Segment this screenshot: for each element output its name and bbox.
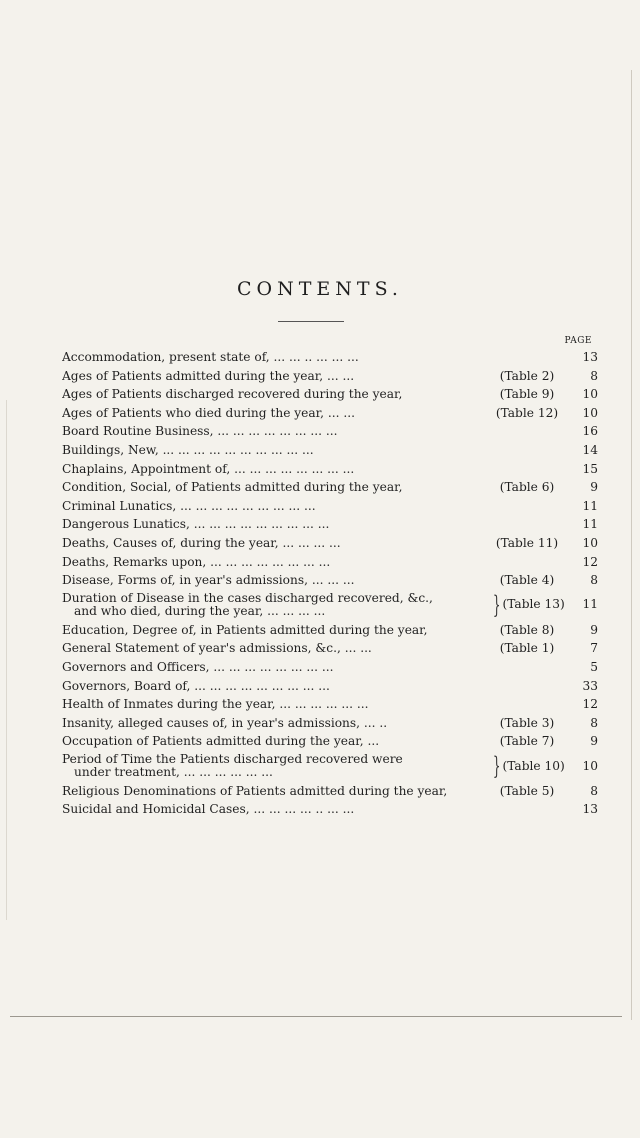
entry-page-number: 11 — [582, 597, 598, 612]
entry-page-number: 12 — [582, 554, 598, 569]
contents-entry — [62, 732, 598, 751]
entry-table-ref: (Table 7) — [499, 734, 555, 749]
entry-table-ref: (Table 3) — [499, 715, 555, 730]
entry-label — [62, 592, 486, 619]
contents-entry — [62, 782, 598, 801]
entry-page-number: 10 — [582, 405, 598, 420]
entry-label: Education, Degree of, in Patients admitted during the year, — [62, 622, 428, 637]
entry-table-ref: (Table 8) — [499, 622, 555, 637]
entry-label: Condition, Social, of Patients admitted during the year, — [62, 480, 403, 495]
contents-entry — [62, 460, 598, 479]
entry-page-number: 10 — [582, 758, 598, 773]
contents-entry — [62, 677, 598, 696]
entry-label: Buildings, New, ... ... ... ... ... ... ... ... ... ... — [62, 442, 314, 457]
entry-page-number: 13 — [582, 350, 598, 364]
entry-label: Religious Denominations of Patients admitted during the year, — [62, 783, 448, 798]
brace-mark: } — [493, 591, 501, 620]
entry-page-number: 13 — [582, 802, 598, 817]
contents-entry — [62, 714, 598, 733]
entry-page-number: 10 — [582, 535, 598, 550]
entry-label: Deaths, Causes of, during the year, ... ... ... ... — [62, 535, 341, 550]
entry-table-text: (Table 10) — [502, 758, 565, 773]
page-column-label: PAGE — [564, 336, 592, 346]
contents-entry — [62, 695, 598, 714]
entry-page-number: 15 — [582, 461, 598, 476]
contents-list — [62, 348, 598, 819]
contents-entry — [62, 497, 598, 516]
entry-table-ref — [486, 752, 568, 781]
entry-table-ref: (Table 4) — [499, 573, 555, 588]
entry-table-ref: (Table 5) — [499, 783, 555, 798]
bottom-rule — [10, 1016, 622, 1017]
contents-entry — [62, 553, 598, 572]
entry-page-number: 8 — [590, 573, 598, 588]
contents-entry — [62, 367, 598, 386]
contents-entry — [62, 571, 598, 590]
contents-entry — [62, 534, 598, 553]
entry-page-number: 8 — [590, 783, 598, 798]
contents-entry — [62, 422, 598, 441]
contents-entry — [62, 590, 598, 621]
entry-label: Suicidal and Homicidal Cases, ... ... ... ... .. ... ... — [62, 802, 355, 817]
contents-entry — [62, 658, 598, 677]
entry-page-number: 8 — [590, 368, 598, 383]
contents-entry — [62, 478, 598, 497]
entry-page-number: 12 — [582, 697, 598, 712]
entry-page-number: 33 — [582, 678, 598, 693]
page-edge-line-left — [6, 400, 7, 920]
entry-table-ref: (Table 2) — [499, 368, 555, 383]
contents-entry — [62, 441, 598, 460]
contents-entry — [62, 621, 598, 640]
entry-label: Criminal Lunatics, ... ... ... ... ... ... ... ... ... — [62, 498, 316, 513]
entry-table-ref: (Table 9) — [499, 387, 555, 402]
contents-entry — [62, 515, 598, 534]
entry-page-number: 16 — [582, 424, 598, 439]
entry-label: Health of Inmates during the year, ... ... ... ... ... ... — [62, 697, 369, 712]
entry-label-line: and who died, during the year, ... ... ... ... — [74, 604, 326, 619]
entry-label: Ages of Patients who died during the year, ... ... — [62, 405, 355, 420]
entry-table-ref: (Table 11) — [495, 535, 559, 550]
entry-label-line: Period of Time the Patients discharged recovered were — [62, 752, 403, 766]
entry-page-number: 5 — [590, 659, 598, 674]
entry-table-ref — [486, 591, 568, 620]
page-edge-line — [631, 70, 632, 1020]
entry-label: General Statement of year's admissions, &c., ... ... — [62, 641, 372, 656]
entry-label: Disease, Forms of, in year's admissions, ... ... ... — [62, 573, 355, 588]
entry-page-number: 9 — [590, 622, 598, 637]
contents-entry — [62, 348, 598, 367]
title-underline — [278, 321, 344, 322]
entry-label-line: under treatment, ... ... ... ... ... ... — [74, 765, 273, 780]
entry-label: Governors, Board of, ... ... ... ... ... ... ... ... ... — [62, 678, 330, 693]
entry-page-number: 11 — [582, 498, 598, 513]
entry-label: Governors and Officers, ... ... ... ... ... ... ... ... — [62, 659, 334, 674]
entry-label: Ages of Patients discharged recovered during the year, — [62, 387, 403, 402]
entry-label: Chaplains, Appointment of, ... ... ... ... ... ... ... ... — [62, 461, 355, 476]
brace-mark: } — [493, 752, 501, 781]
contents-entry — [62, 800, 598, 819]
entry-table-text: (Table 13) — [502, 597, 565, 612]
contents-entry — [62, 751, 598, 782]
page-title: CONTENTS. — [237, 277, 403, 300]
entry-label: Accommodation, present state of, ... ... .. ... ... ... — [62, 350, 359, 364]
entry-label — [62, 753, 486, 780]
contents-entry — [62, 385, 598, 404]
entry-table-ref: (Table 12) — [495, 405, 559, 420]
entry-label: Ages of Patients admitted during the year, ... ... — [62, 368, 355, 383]
entry-label: Board Routine Business, ... ... ... ... ... ... ... ... — [62, 424, 338, 439]
entry-label-line: Duration of Disease in the cases discharged recovered, &c., — [62, 591, 433, 605]
entry-label: Deaths, Remarks upon, ... ... ... ... ... ... ... ... — [62, 554, 331, 569]
entry-label: Dangerous Lunatics, ... ... ... ... ... ... ... ... ... — [62, 517, 330, 532]
entry-page-number: 11 — [582, 517, 598, 532]
entry-table-ref: (Table 1) — [499, 641, 555, 656]
entry-page-number: 14 — [582, 442, 598, 457]
entry-label: Insanity, alleged causes of, in year's admissions, ... .. — [62, 715, 388, 730]
entry-page-number: 9 — [590, 480, 598, 495]
contents-entry — [62, 639, 598, 658]
entry-label: Occupation of Patients admitted during the year, ... — [62, 734, 380, 749]
entry-page-number: 9 — [590, 734, 598, 749]
entry-page-number: 10 — [582, 387, 598, 402]
contents-entry — [62, 404, 598, 423]
entry-page-number: 8 — [590, 715, 598, 730]
entry-page-number: 7 — [590, 641, 598, 656]
entry-table-ref: (Table 6) — [499, 480, 555, 495]
